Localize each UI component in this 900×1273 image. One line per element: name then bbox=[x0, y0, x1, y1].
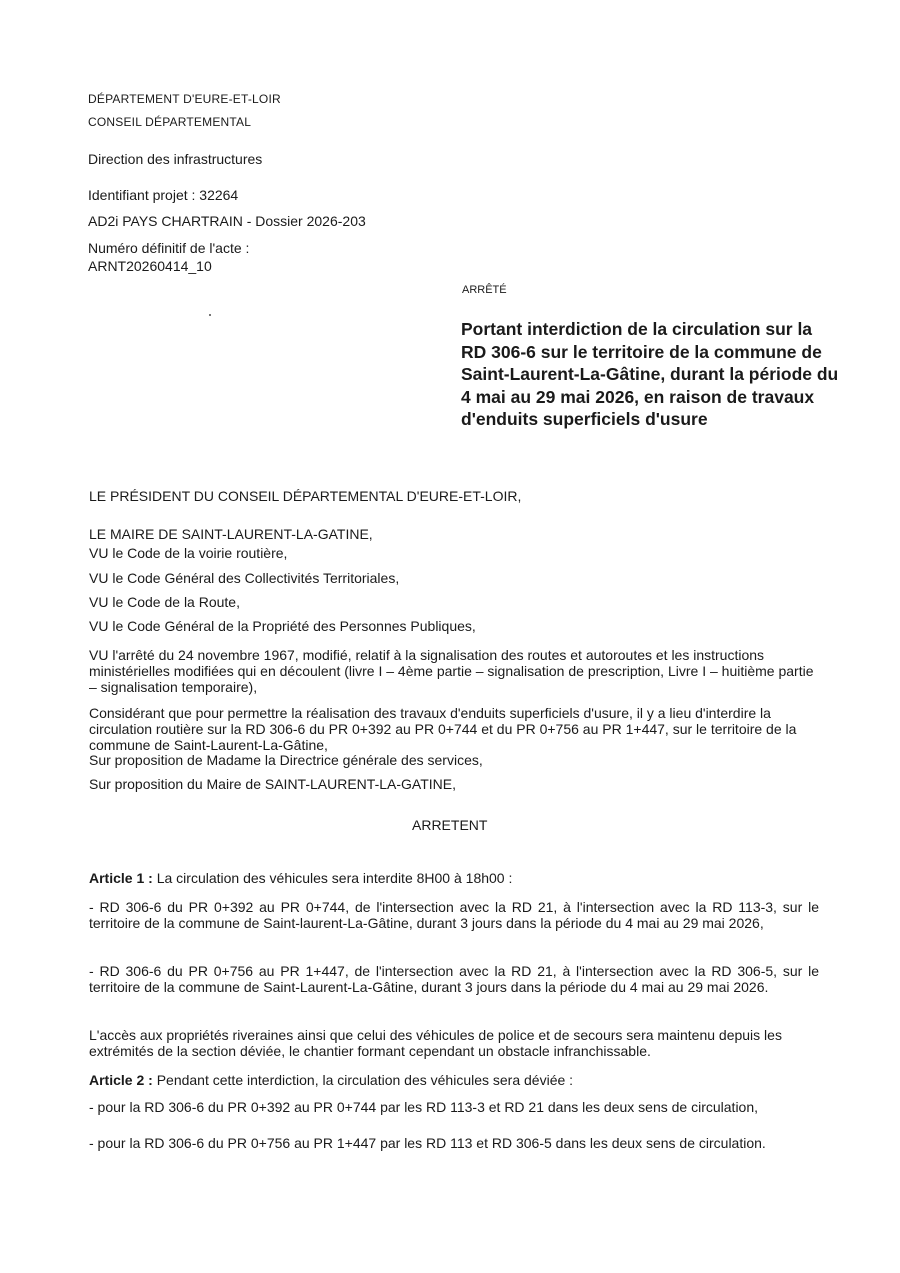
act-number: ARNT20260414_10 bbox=[88, 258, 212, 274]
article-1-item: - RD 306-6 du PR 0+756 au PR 1+447, de l'intersection avec la RD 21, à l'intersection avec la RD 306-5, sur le territoire de la commune de Saint-Laurent-La-Gâtine, durant 3 jours dans la période du 4 mai au 29 mai 2026. bbox=[89, 963, 819, 995]
article-1-label: Article 1 : bbox=[89, 870, 153, 886]
arretent-heading: ARRETENT bbox=[412, 817, 488, 833]
direction-name: Direction des infrastructures bbox=[88, 151, 263, 167]
proposition-item: Sur proposition de Madame la Directrice générale des services, bbox=[89, 752, 483, 768]
council-name: CONSEIL DÉPARTEMENTAL bbox=[88, 115, 252, 129]
article-2-text: Pendant cette interdiction, la circulation des véhicules sera déviée : bbox=[156, 1072, 574, 1088]
article-2-item: - pour la RD 306-6 du PR 0+392 au PR 0+744 par les RD 113-3 et RD 21 dans les deux sens de circulation, bbox=[89, 1099, 759, 1115]
scan-speck bbox=[209, 314, 211, 316]
authority-president: LE PRÉSIDENT DU CONSEIL DÉPARTEMENTAL D'EURE-ET-LOIR, bbox=[89, 488, 522, 504]
article-1-intro bbox=[89, 871, 819, 887]
visa-item: VU le Code de la voirie routière, bbox=[89, 545, 288, 561]
considerant: Considérant que pour permettre la réalisation des travaux d'enduits superficiels d'usure, il y a lieu d'interdire la circulation routière sur la RD 306-6 du PR 0+392 au PR 0+744 et du PR 0+756 au PR 1+447, sur le territoire de la commune de Saint-Laurent-La-Gâtine, bbox=[89, 705, 797, 753]
project-id: Identifiant projet : 32264 bbox=[88, 187, 239, 203]
article-1-text: La circulation des véhicules sera interdite 8H00 à 18h00 : bbox=[156, 870, 513, 886]
authority-mayor: LE MAIRE DE SAINT-LAURENT-LA-GATINE, bbox=[89, 526, 373, 542]
proposition-item: Sur proposition du Maire de SAINT-LAURENT-LA-GATINE, bbox=[89, 776, 456, 792]
article-2-label: Article 2 : bbox=[89, 1072, 153, 1088]
dossier-ref: AD2i PAYS CHARTRAIN - Dossier 2026-203 bbox=[88, 213, 366, 229]
article-2-item: - pour la RD 306-6 du PR 0+756 au PR 1+447 par les RD 113 et RD 306-5 dans les deux sens de circulation. bbox=[89, 1135, 766, 1151]
article-1-item: - RD 306-6 du PR 0+392 au PR 0+744, de l'intersection avec la RD 21, à l'intersection avec la RD 113-3, sur le territoire de la commune de Saint-laurent-La-Gâtine, durant 3 jours dans la période du 4 mai au 29 mai 2026, bbox=[89, 899, 819, 931]
visa-item: VU l'arrêté du 24 novembre 1967, modifié, relatif à la signalisation des routes et autoroutes et les instructions ministérielles modifiées qui en découlent (livre I – 4ème partie – signalisation de prescription, Livre I – huitième partie – signalisation temporaire), bbox=[89, 647, 814, 695]
arrete-label: ARRÊTÉ bbox=[462, 284, 507, 296]
visa-item: VU le Code de la Route, bbox=[89, 594, 240, 610]
visa-item: VU le Code Général de la Propriété des Personnes Publiques, bbox=[89, 618, 476, 634]
document-title: Portant interdiction de la circulation sur la RD 306-6 sur le territoire de la commune de Saint-Laurent-La-Gâtine, durant la période du 4 mai au 29 mai 2026, en raison de travaux d'enduits superficiels d'usure bbox=[461, 319, 839, 430]
department-name: DÉPARTEMENT D'EURE-ET-LOIR bbox=[88, 92, 281, 106]
visa-item: VU le Code Général des Collectivités Territoriales, bbox=[89, 570, 400, 586]
article-2-intro bbox=[89, 1073, 819, 1089]
act-number-label: Numéro définitif de l'acte : bbox=[88, 240, 250, 256]
article-1-access: L'accès aux propriétés riveraines ainsi que celui des véhicules de police et de secours sera maintenu depuis les extrémités de la section déviée, le chantier formant cependant un obstacle infranchissable. bbox=[89, 1027, 782, 1059]
